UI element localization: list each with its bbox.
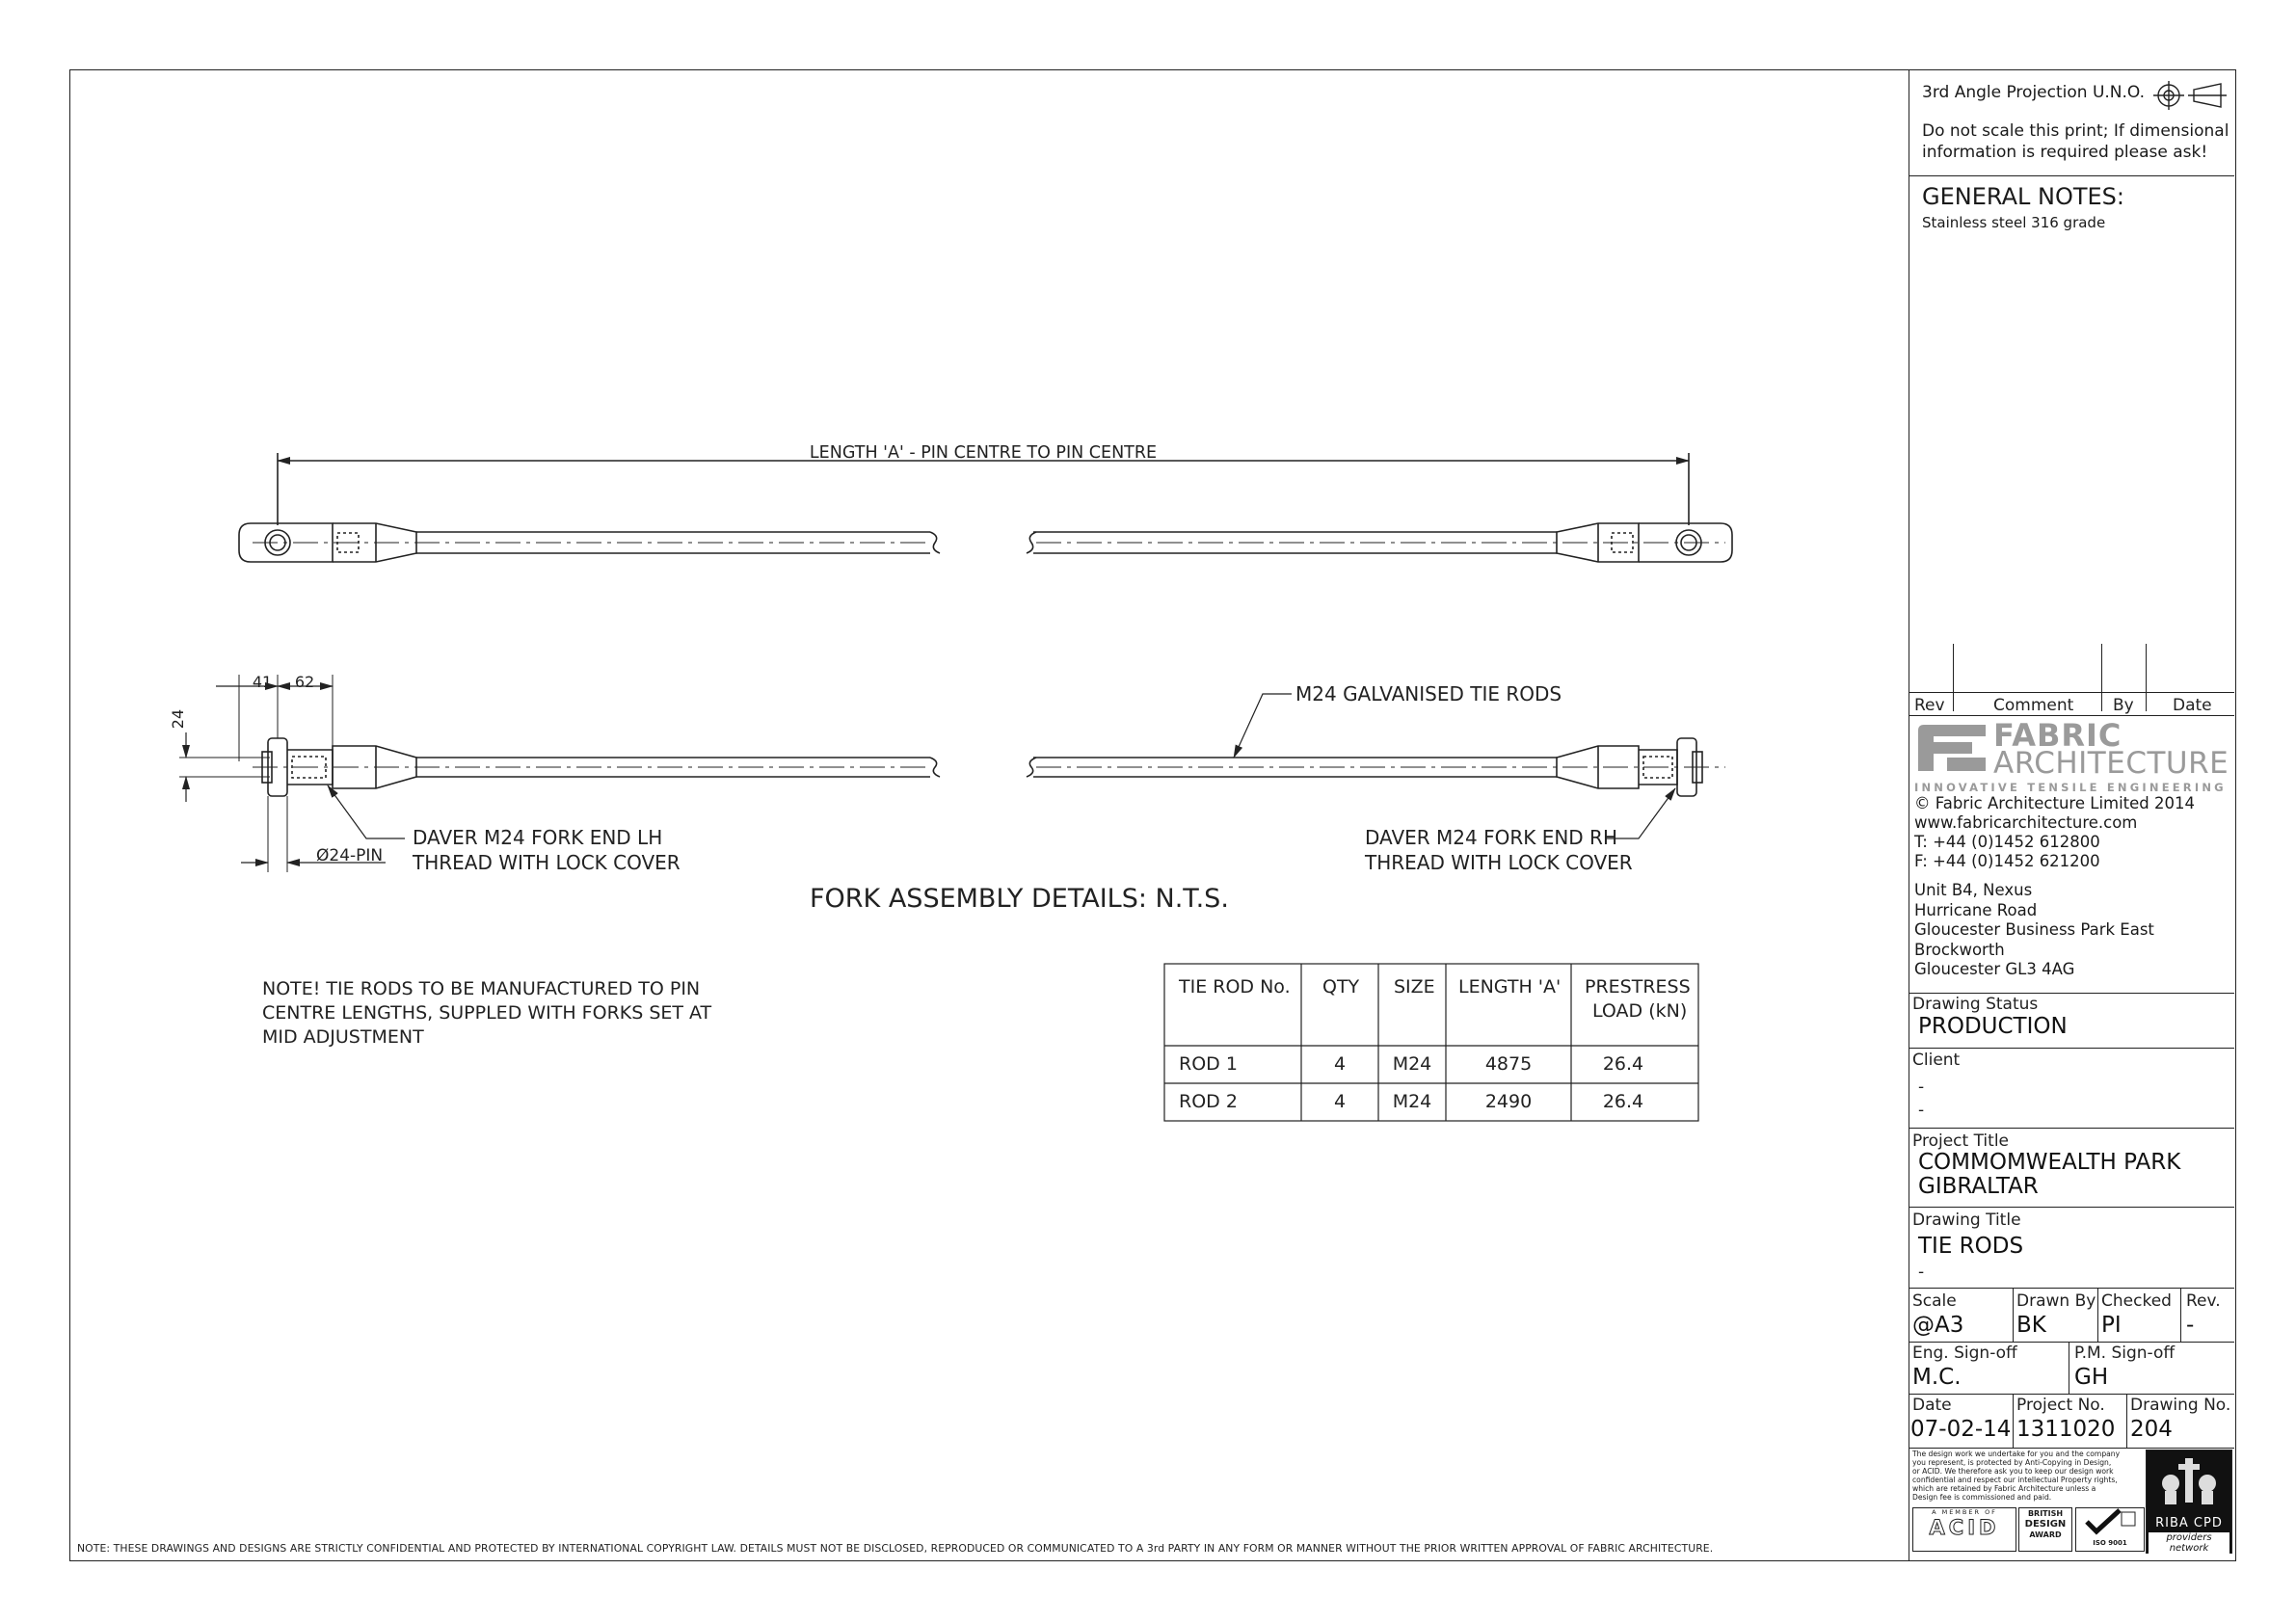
badge-award: AWARD (2029, 1530, 2062, 1539)
legal-line6: Design fee is commissioned and paid. (1912, 1493, 2052, 1502)
riba-text: RIBA CPD (2155, 1516, 2223, 1530)
scale-value: @A3 (1912, 1313, 1964, 1338)
checked-value: PI (2101, 1313, 2122, 1338)
r2-size: M24 (1392, 1091, 1432, 1112)
drawing-status-value: PRODUCTION (1918, 1014, 2068, 1039)
r1-rod: ROD 1 (1179, 1053, 1238, 1075)
th-prestress: PRESTRESS (1585, 976, 1691, 998)
lh-label-line1: DAVER M24 FORK END LH (413, 826, 663, 849)
drawing-status-label: Drawing Status (1912, 995, 2039, 1014)
project-title-line1: COMMOMWEALTH PARK (1918, 1150, 2181, 1175)
client-label: Client (1912, 1051, 1961, 1070)
scale-label: Scale (1912, 1291, 1957, 1311)
date-value: 07-02-14 (1910, 1417, 2012, 1442)
company-name-line1: FABRIC (1993, 717, 2122, 754)
drawing-no-value: 204 (2130, 1417, 2173, 1442)
riba-crest-icon (2155, 1454, 2223, 1512)
company-copyright: © Fabric Architecture Limited 2014 (1914, 794, 2196, 812)
address-line3: Gloucester Business Park East (1914, 920, 2154, 939)
scale-warning-line2: information is required please ask! (1922, 143, 2208, 162)
project-no-value: 1311020 (2016, 1417, 2116, 1442)
note-line1: NOTE! TIE RODS TO BE MANUFACTURED TO PIN (262, 978, 701, 999)
company-tagline: INNOVATIVE TENSILE ENGINEERING (1914, 781, 2227, 794)
company-fax: F: +44 (0)1452 621200 (1914, 852, 2100, 870)
general-notes-title: GENERAL NOTES: (1922, 183, 2124, 210)
acid-badge-text: ACID (1929, 1516, 2000, 1539)
badge-british: BRITISH (2027, 1509, 2064, 1518)
note-line2: CENTRE LENGTHS, SUPPLED WITH FORKS SET AT (262, 1002, 712, 1024)
length-label: LENGTH 'A' - PIN CENTRE TO PIN CENTRE (809, 443, 1158, 463)
r2-rod: ROD 2 (1179, 1091, 1238, 1112)
company-tel: T: +44 (0)1452 612800 (1914, 833, 2100, 851)
note-line3: MID ADJUSTMENT (262, 1026, 424, 1048)
th-load: LOAD (kN) (1592, 1000, 1688, 1022)
eng-signoff-label: Eng. Sign-off (1912, 1344, 2017, 1363)
r1-length: 4875 (1484, 1053, 1533, 1075)
pin-label: Ø24-PIN (316, 846, 384, 865)
iso-badge-text: ISO 9001 (2093, 1539, 2127, 1547)
eng-signoff-value: M.C. (1912, 1365, 1962, 1390)
drawn-by-label: Drawn By (2016, 1291, 2096, 1311)
fabric-logo-icon (1914, 721, 1991, 775)
drawn-by-value: BK (2016, 1313, 2046, 1338)
drawing-no-label: Drawing No. (2130, 1396, 2231, 1415)
th-tie-rod: TIE ROD No. (1179, 976, 1291, 998)
th-length: LENGTH 'A' (1458, 976, 1562, 998)
date-header: Date (2173, 696, 2212, 715)
project-no-label: Project No. (2016, 1396, 2105, 1415)
dim-62-text: 62 (294, 673, 315, 691)
client-line1: - (1918, 1078, 1925, 1097)
th-size: SIZE (1394, 976, 1435, 998)
company-website[interactable]: www.fabricarchitecture.com (1914, 813, 2138, 832)
badge-design: DESIGN (2024, 1519, 2067, 1530)
r1-qty: 4 (1333, 1053, 1347, 1075)
riba-sub: providers network (2149, 1532, 2229, 1554)
r1-load: 26.4 (1602, 1053, 1644, 1075)
address-line5: Gloucester GL3 4AG (1914, 960, 2075, 978)
projection-symbol-icon (2153, 81, 2229, 110)
legal-line5: which are retained by Fabric Architecture unless a (1912, 1484, 2096, 1493)
th-qty: QTY (1322, 976, 1360, 998)
rev-header: Rev (1914, 696, 1945, 715)
drawing-title-label: Drawing Title (1912, 1211, 2021, 1230)
address-line1: Unit B4, Nexus (1914, 881, 2033, 899)
checkmark-icon (2081, 1508, 2139, 1535)
project-title-line2: GIBRALTAR (1918, 1174, 2039, 1199)
lh-label-line2: THREAD WITH LOCK COVER (413, 851, 681, 874)
general-notes-text: Stainless steel 316 grade (1922, 214, 2106, 231)
scale-warning-line1: Do not scale this print; If dimensional (1922, 121, 2229, 141)
rh-label-line2: THREAD WITH LOCK COVER (1365, 851, 1633, 874)
rev-label: Rev. (2186, 1291, 2221, 1311)
comment-header: Comment (1993, 696, 2074, 715)
legal-line1: The design work we undertake for you and the company (1912, 1450, 2121, 1458)
british-design-award-badge (2018, 1507, 2072, 1552)
r2-length: 2490 (1484, 1091, 1533, 1112)
footer-confidentiality-note: NOTE: THESE DRAWINGS AND DESIGNS ARE STRICTLY CONFIDENTIAL AND PROTECTED BY INTERNATIONAL COPYRIGHT LAW. DETAILS MUST NOT BE DISCLOSED, REPRODUCED OR COMMUNICATED TO A 3rd PARTY IN ANY FORM OR MANNER WITHOUT THE PRIOR WRITTEN APPROVAL OF FABRIC ARCHITECTURE. (77, 1542, 1714, 1555)
acid-badge-top: A MEMBER OF (1932, 1508, 1997, 1516)
date-label: Date (1912, 1396, 1952, 1415)
rods-label: M24 GALVANISED TIE RODS (1295, 682, 1562, 705)
r1-size: M24 (1392, 1053, 1432, 1075)
dim-24-text: 24 (169, 708, 187, 730)
riba-badge (2146, 1450, 2232, 1554)
project-title-label: Project Title (1912, 1131, 2009, 1151)
acid-badge (1912, 1507, 2016, 1552)
iso-badge (2075, 1507, 2145, 1552)
legal-line2: you represent, is protected by Anti-Copying in Design, (1912, 1458, 2112, 1467)
legal-line3: or ACID. We therefore ask you to keep our design work (1912, 1467, 2114, 1476)
rods-leader (1234, 694, 1292, 758)
address-line4: Brockworth (1914, 940, 2005, 959)
client-line2: - (1918, 1101, 1925, 1120)
drawing-title-value: TIE RODS (1918, 1234, 2024, 1259)
r2-qty: 4 (1333, 1091, 1347, 1112)
r2-load: 26.4 (1602, 1091, 1644, 1112)
lh-leader (328, 785, 405, 838)
tie-rod-table (1178, 976, 1691, 1112)
pm-signoff-value: GH (2074, 1365, 2109, 1390)
rev-value: - (2186, 1313, 2195, 1338)
checked-label: Checked (2101, 1291, 2172, 1311)
drawing-title-sub: - (1918, 1263, 1925, 1282)
dim-41-text: 41 (252, 673, 273, 691)
fork-assembly-title: FORK ASSEMBLY DETAILS: N.T.S. (810, 884, 1229, 914)
title-block (1909, 69, 2234, 1561)
company-name-line2: ARCHITECTURE (1993, 746, 2229, 781)
projection-text: 3rd Angle Projection U.N.O. (1922, 83, 2146, 102)
legal-line4: confidential and respect our intellectual Property rights, (1912, 1476, 2118, 1484)
by-header: By (2113, 696, 2134, 715)
pm-signoff-label: P.M. Sign-off (2074, 1344, 2176, 1363)
address-line2: Hurricane Road (1914, 900, 2038, 919)
rh-label-line1: DAVER M24 FORK END RH (1365, 826, 1617, 849)
